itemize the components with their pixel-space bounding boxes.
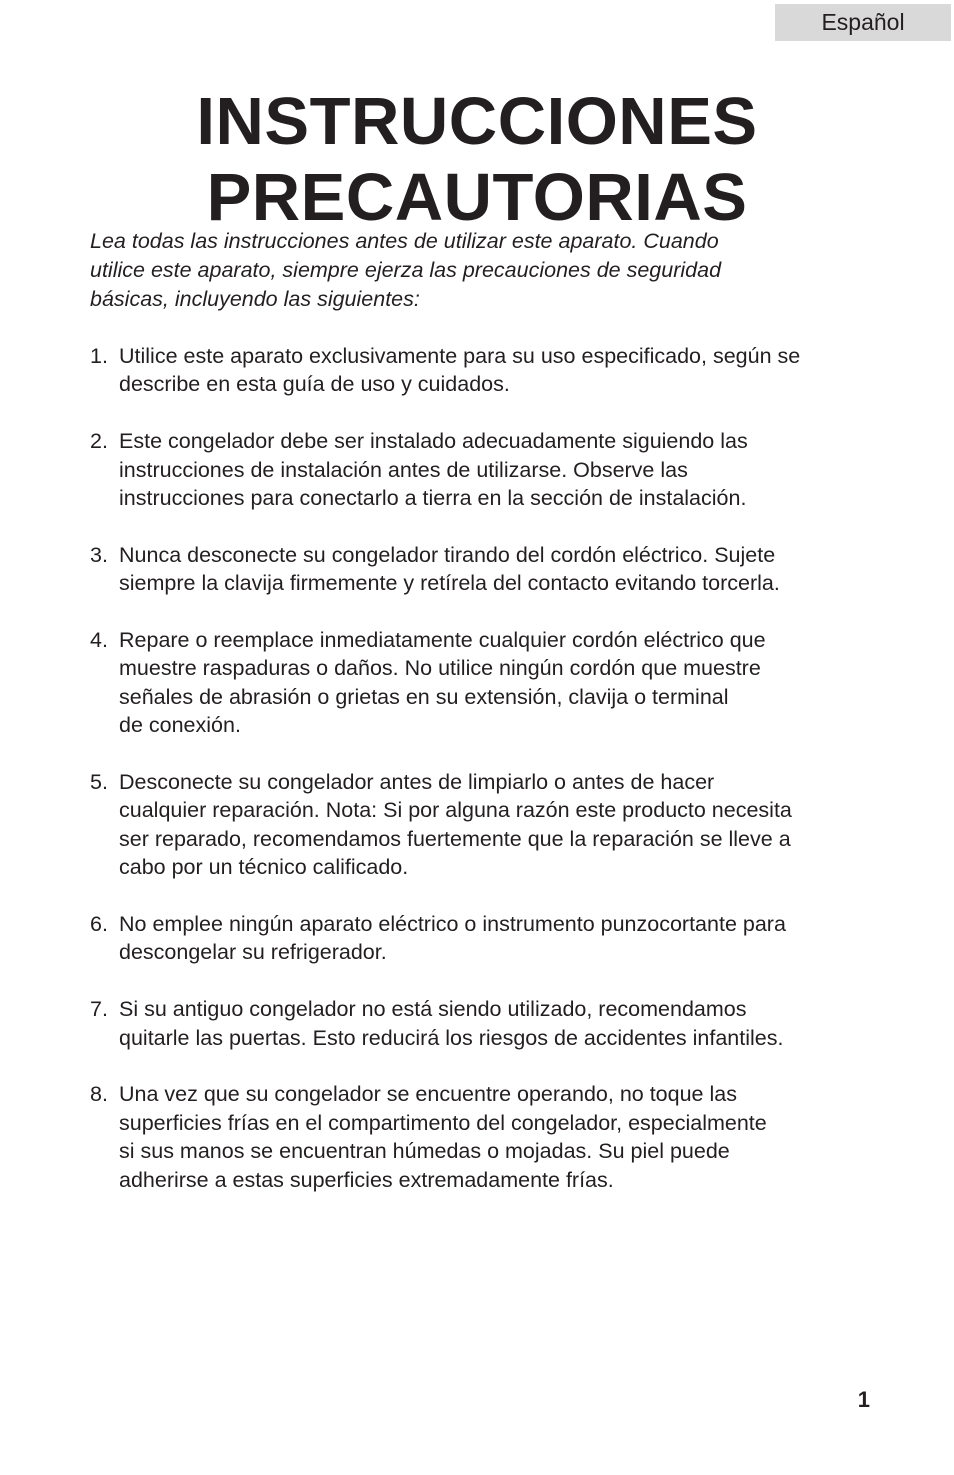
list-item bbox=[90, 910, 880, 967]
intro-line: Lea todas las instrucciones antes de utilizar este aparato. Cuando bbox=[90, 229, 719, 253]
item-line: Este congelador debe ser instalado adecuadamente siguiendo las bbox=[119, 429, 748, 454]
item-line: descongelar su refrigerador. bbox=[119, 940, 387, 965]
item-line: Utilice este aparato exclusivamente para su uso especificado, según se bbox=[119, 344, 801, 368]
item-number: 5. bbox=[90, 770, 108, 795]
item-line: de conexión. bbox=[119, 713, 241, 738]
item-line: muestre raspaduras o daños. No utilice ningún cordón que muestre bbox=[119, 656, 761, 681]
item-line: señales de abrasión o grietas en su extensión, clavija o terminal bbox=[119, 684, 729, 709]
item-line: Una vez que su congelador se encuentre operando, no toque las bbox=[119, 1082, 737, 1107]
list-item bbox=[90, 342, 880, 399]
item-number: 8. bbox=[90, 1082, 108, 1107]
item-line: No emplee ningún aparato eléctrico o instrumento punzocortante para bbox=[119, 912, 786, 937]
item-line: adherirse a estas superficies extremadamente frías. bbox=[119, 1167, 614, 1192]
item-number: 6. bbox=[90, 912, 108, 937]
page-title bbox=[0, 84, 954, 236]
item-line: instrucciones para conectarlo a tierra en la sección de instalación. bbox=[119, 486, 747, 511]
item-line: Si su antiguo congelador no está siendo utilizado, recomendamos bbox=[119, 997, 747, 1022]
list-item bbox=[90, 427, 880, 512]
item-line: cabo por un técnico calificado. bbox=[119, 855, 409, 880]
item-line: quitarle las puertas. Esto reducirá los riesgos de accidentes infantiles. bbox=[119, 1025, 784, 1050]
item-line: superficies frías en el compartimento del congelador, especialmente bbox=[119, 1110, 767, 1135]
item-line: cualquier reparación. Nota: Si por alguna razón este producto necesita bbox=[119, 798, 792, 823]
item-number: 1. bbox=[90, 344, 108, 368]
item-number: 4. bbox=[90, 628, 108, 653]
list-item bbox=[90, 626, 880, 740]
item-line: instrucciones de instalación antes de utilizarse. Observe las bbox=[119, 457, 688, 482]
item-line: Nunca desconecte su congelador tirando del cordón eléctrico. Sujete bbox=[119, 542, 776, 567]
page-title-line-2: PRECAUTORIAS bbox=[206, 160, 748, 235]
item-line: describe en esta guía de uso y cuidados. bbox=[119, 372, 510, 397]
intro-paragraph bbox=[90, 227, 850, 314]
list-item bbox=[90, 541, 880, 598]
item-line: Desconecte su congelador antes de limpiarlo o antes de hacer bbox=[119, 770, 715, 795]
list-item bbox=[90, 995, 880, 1052]
intro-line: básicas, incluyendo las siguientes: bbox=[90, 287, 420, 311]
list-item bbox=[90, 768, 880, 882]
precautions-list bbox=[90, 342, 880, 1222]
item-number: 7. bbox=[90, 997, 108, 1022]
list-item bbox=[90, 1080, 880, 1194]
item-line: Repare o reemplace inmediatamente cualquier cordón eléctrico que bbox=[119, 628, 766, 653]
item-line: ser reparado, recomendamos fuertemente que la reparación se lleve a bbox=[119, 826, 791, 851]
intro-line: utilice este aparato, siempre ejerza las precauciones de seguridad bbox=[90, 258, 722, 282]
item-line: si sus manos se encuentran húmedas o mojadas. Su piel puede bbox=[119, 1139, 730, 1164]
page-number: 1 bbox=[857, 1387, 870, 1412]
item-line: siempre la clavija firmemente y retírela del contacto evitando torcerla. bbox=[119, 571, 780, 596]
language-tab: Español bbox=[775, 4, 951, 41]
page-title-line-1: INSTRUCCIONES bbox=[196, 84, 758, 159]
item-number: 3. bbox=[90, 542, 108, 567]
item-number: 2. bbox=[90, 429, 108, 454]
